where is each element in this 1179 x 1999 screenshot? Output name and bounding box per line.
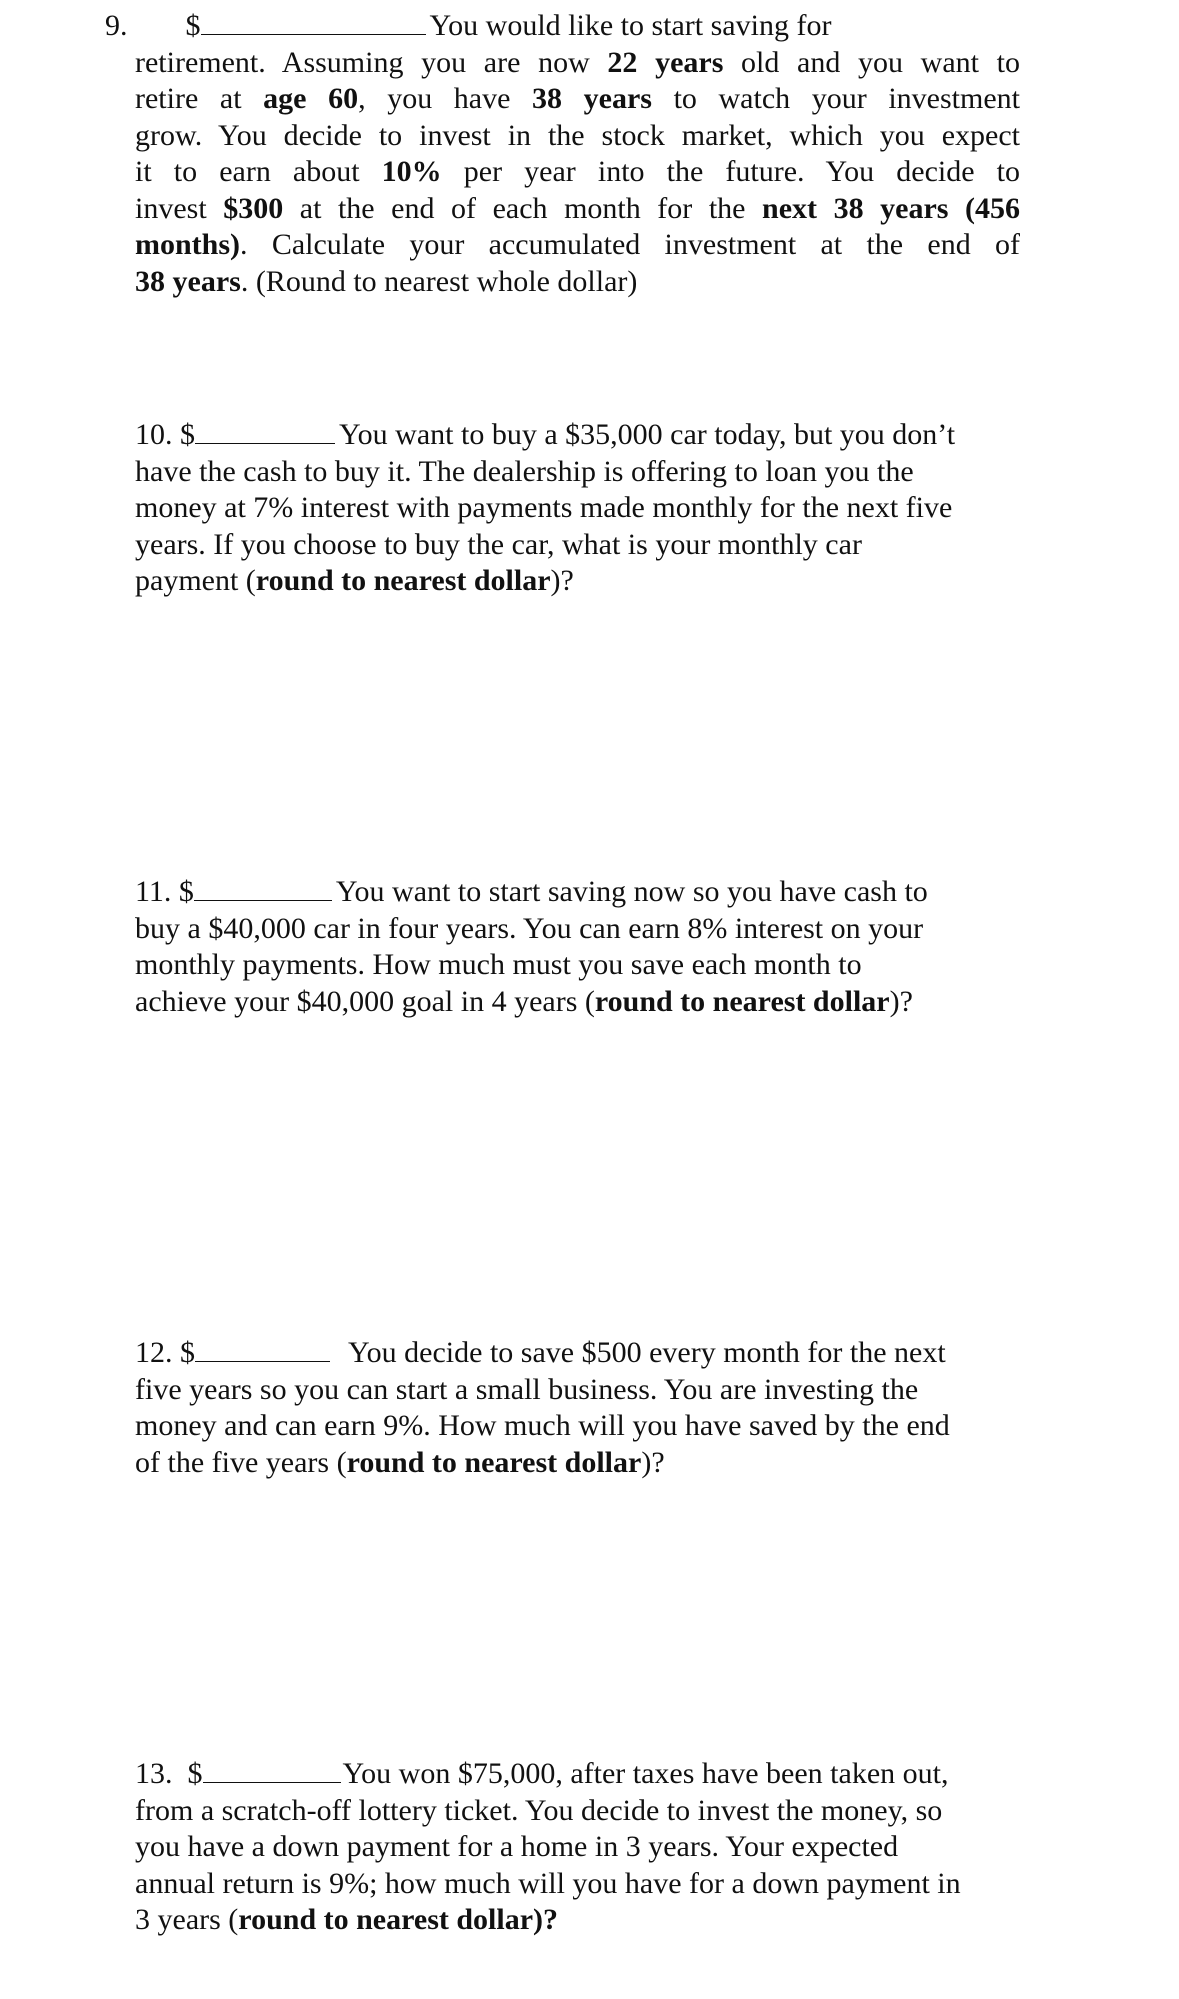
line-text: You would like to start saving for	[429, 9, 832, 42]
question-11-line-2	[135, 911, 1035, 948]
question-9	[105, 8, 1020, 300]
bold-segment: 22 years	[607, 45, 724, 79]
bold-segment: months)	[135, 228, 241, 261]
text-segment: five years so you can start a small business. You are investing the	[135, 1372, 919, 1406]
text-segment: have the cash to buy it. The dealership is offering to loan you the	[135, 454, 914, 488]
question-13-line-1	[135, 1756, 1035, 1793]
text-segment: to watch your investment	[651, 82, 1020, 115]
question-number: 12.	[135, 1336, 173, 1369]
text-segment: monthly payments. How much must you save each month to	[135, 948, 862, 981]
answer-dollar-sign: $	[178, 875, 194, 908]
question-10-line-1	[135, 417, 1035, 454]
answer-dollar-sign: $	[185, 9, 201, 42]
text-segment: retire at	[135, 82, 264, 115]
text-segment: 3 years (	[135, 1903, 239, 1936]
question-12-line-3	[135, 1408, 1035, 1445]
text-segment: at the end of each month for the	[283, 191, 763, 225]
question-10-line-4	[135, 527, 1035, 564]
question-13-line-5	[135, 1902, 1035, 1939]
text-segment: from a scratch-off lottery ticket. You decide to invest the money, so	[135, 1793, 943, 1827]
question-11	[135, 874, 1035, 1020]
question-9-line-2	[135, 45, 1020, 82]
question-number: 13.	[135, 1757, 173, 1790]
question-9-line-4	[135, 118, 1020, 155]
bold-segment: $300	[223, 191, 284, 225]
bold-segment: round to nearest dollar	[594, 984, 890, 1018]
text-segment: payment (	[135, 564, 256, 597]
question-number: 9.	[105, 9, 128, 42]
text-segment: You want to start saving now so you have cash to	[335, 875, 928, 908]
answer-blank[interactable]	[195, 1335, 330, 1362]
text-segment: You decide to save $500 every month for the next	[348, 1336, 946, 1369]
question-10-line-2	[135, 454, 1035, 491]
answer-blank[interactable]	[195, 417, 335, 444]
text-segment: per year into the future. You decide to	[441, 155, 1020, 188]
bold-segment: 38 years	[135, 264, 241, 298]
answer-dollar-sign: $	[180, 418, 195, 451]
question-9-line-7	[135, 227, 1020, 264]
bold-segment: age 60	[263, 82, 359, 115]
question-9-line-8	[135, 264, 1020, 301]
question-11-line-1	[135, 874, 1035, 911]
text-segment: . (Round to nearest whole dollar)	[240, 264, 638, 298]
question-11-line-4	[135, 984, 1035, 1021]
answer-blank[interactable]	[194, 874, 332, 901]
question-10	[135, 417, 1035, 600]
question-9-line-3	[135, 81, 1020, 118]
text-segment: You want to buy a $35,000 car today, but you don’t	[339, 418, 956, 451]
text-segment: of the five years (	[135, 1445, 347, 1479]
question-12-line-4	[135, 1445, 1035, 1482]
answer-dollar-sign: $	[180, 1336, 195, 1369]
bold-segment: 38 years	[532, 82, 652, 115]
bold-segment: round to nearest dollar	[346, 1445, 642, 1479]
bold-segment: 10%	[381, 155, 442, 188]
text-segment: )?	[550, 564, 574, 597]
text-segment: buy a $40,000 car in four years. You can earn 8% interest on your	[135, 911, 924, 945]
text-segment: you have a down payment for a home in 3 years. Your expected	[135, 1830, 899, 1863]
question-number: 10.	[135, 418, 173, 451]
answer-blank[interactable]	[203, 1756, 341, 1783]
text-segment: it to earn about	[135, 155, 382, 188]
text-segment: You won $75,000, after taxes have been taken out,	[342, 1757, 949, 1790]
text-segment: annual return is 9%; how much will you have for a down payment in	[135, 1866, 961, 1900]
text-segment: old and you want to	[723, 45, 1020, 79]
answer-dollar-sign: $	[187, 1757, 203, 1790]
question-12	[135, 1335, 1035, 1481]
text-segment: retirement. Assuming you are now	[135, 45, 608, 79]
bold-segment: round to nearest dollar)?	[238, 1903, 559, 1936]
question-9-line-1	[105, 8, 1020, 45]
question-number: 11.	[135, 875, 172, 908]
text-segment: invest	[135, 191, 224, 225]
text-segment: . Calculate your accumulated investment at the end of	[240, 228, 1020, 261]
question-12-line-2	[135, 1372, 1035, 1409]
text-segment: years. If you choose to buy the car, what is your monthly car	[135, 527, 862, 561]
question-12-line-1	[135, 1335, 1035, 1372]
text-segment: money at 7% interest with payments made monthly for the next five	[135, 491, 953, 524]
answer-blank[interactable]	[201, 8, 426, 35]
question-11-line-3	[135, 947, 1035, 984]
bold-segment: next 38 years (456	[762, 191, 1020, 225]
question-10-line-5	[135, 563, 1035, 600]
text-segment: money and can earn 9%. How much will you have saved by the end	[135, 1409, 950, 1442]
text-segment: )?	[889, 984, 913, 1018]
bold-segment: round to nearest dollar	[255, 564, 551, 597]
question-9-line-6	[135, 191, 1020, 228]
text-segment: )?	[641, 1445, 665, 1479]
question-13-line-4	[135, 1866, 1035, 1903]
text-segment: grow. You decide to invest in the stock market, which you expect	[135, 118, 1020, 152]
question-13-line-2	[135, 1793, 1035, 1830]
text-segment: , you have	[358, 82, 533, 115]
question-13	[135, 1756, 1035, 1939]
question-9-line-5	[135, 154, 1020, 191]
question-13-line-3	[135, 1829, 1035, 1866]
question-10-line-3	[135, 490, 1035, 527]
text-segment: achieve your $40,000 goal in 4 years (	[135, 984, 595, 1018]
